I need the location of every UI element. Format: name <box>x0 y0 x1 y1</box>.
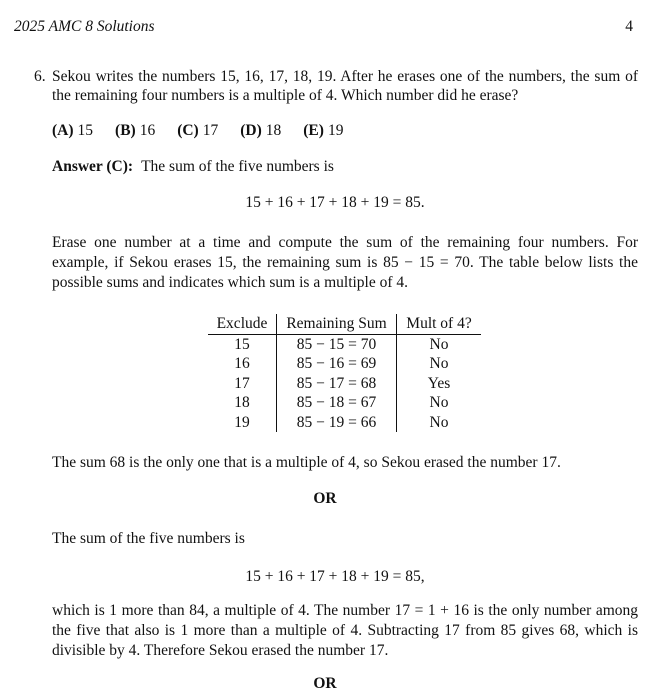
choice-letter: (A) <box>52 122 74 139</box>
solution-paragraph-3: The sum of the five numbers is <box>52 530 245 547</box>
answer-choices <box>52 121 365 140</box>
choice-letter: (C) <box>177 122 199 139</box>
choice-value: 18 <box>265 122 282 139</box>
choice-letter: (B) <box>115 122 136 139</box>
choice-a <box>52 121 93 140</box>
column-header: Remaining Sum <box>277 314 397 334</box>
choice-value: 15 <box>77 122 94 139</box>
page-number: 4 <box>625 18 633 35</box>
or-divider: OR <box>313 490 337 507</box>
table-cell: 15 <box>208 334 277 354</box>
table-cell: 85 − 19 = 66 <box>277 413 397 433</box>
solution-paragraph-1: Erase one number at a time and compute the sum of the remaining four numbers. For example, if Sekou erases 15, the remaining sum is 85 − 15 = 70. The table below lists the possible sums and indicates which sum is a multiple of 4. <box>52 234 638 291</box>
solution-paragraph-4: which is 1 more than 84, a multiple of 4. The number 17 = 1 + 16 is the only number among the five that also is 1 more than a multiple of 4. Subtracting 17 from 85 gives 68, which is divisible by 4. Therefore Sekou erased the number 17. <box>52 602 638 659</box>
choice-d <box>240 121 281 140</box>
table-cell: 17 <box>208 374 277 394</box>
choice-b <box>115 121 155 140</box>
choice-letter: (E) <box>303 122 324 139</box>
answer-intro: The sum of the five numbers is <box>141 158 334 175</box>
table-cell: 19 <box>208 413 277 433</box>
column-header: Mult of 4? <box>397 314 482 334</box>
document-title: 2025 AMC 8 Solutions <box>14 18 155 35</box>
table-cell: Yes <box>427 374 451 392</box>
problem-statement <box>34 67 638 106</box>
choice-c <box>177 121 218 140</box>
table-cell: 16 <box>208 354 277 374</box>
table-cell: No <box>429 355 449 373</box>
problem-number: 6. <box>34 68 46 85</box>
or-divider: OR <box>313 675 337 692</box>
table-cell: 18 <box>208 393 277 413</box>
choice-value: 19 <box>327 122 344 139</box>
table-cell: No <box>429 394 449 412</box>
choice-e <box>303 121 343 140</box>
table-header-row <box>208 314 481 334</box>
table-row <box>208 413 481 433</box>
answer-line <box>52 157 334 176</box>
problem-text: Sekou writes the numbers 15, 16, 17, 18, 19. After he erases one of the numbers, the sum of the remaining four numbers is a multiple of 4. Which number did he erase? <box>52 68 638 105</box>
column-header: Exclude <box>208 314 277 334</box>
table-cell: 85 − 17 = 68 <box>277 374 397 394</box>
table-cell: 85 − 15 = 70 <box>277 334 397 354</box>
table-row <box>208 354 481 374</box>
equation-sum-2: 15 + 16 + 17 + 18 + 19 = 85, <box>245 568 425 585</box>
choice-letter: (D) <box>240 122 262 139</box>
table-cell: 85 − 16 = 69 <box>277 354 397 374</box>
sums-table <box>208 314 481 432</box>
equation-sum: 15 + 16 + 17 + 18 + 19 = 85. <box>245 194 425 211</box>
table-cell: No <box>429 413 449 431</box>
table-cell: No <box>429 335 449 353</box>
choice-value: 16 <box>139 122 156 139</box>
table-cell: 85 − 18 = 67 <box>277 393 397 413</box>
table-row <box>208 334 481 354</box>
table-row <box>208 374 481 394</box>
solution-paragraph-2: The sum 68 is the only one that is a multiple of 4, so Sekou erased the number 17. <box>52 454 561 471</box>
answer-label: Answer (C): <box>52 158 134 175</box>
table-row <box>208 393 481 413</box>
choice-value: 17 <box>202 122 219 139</box>
